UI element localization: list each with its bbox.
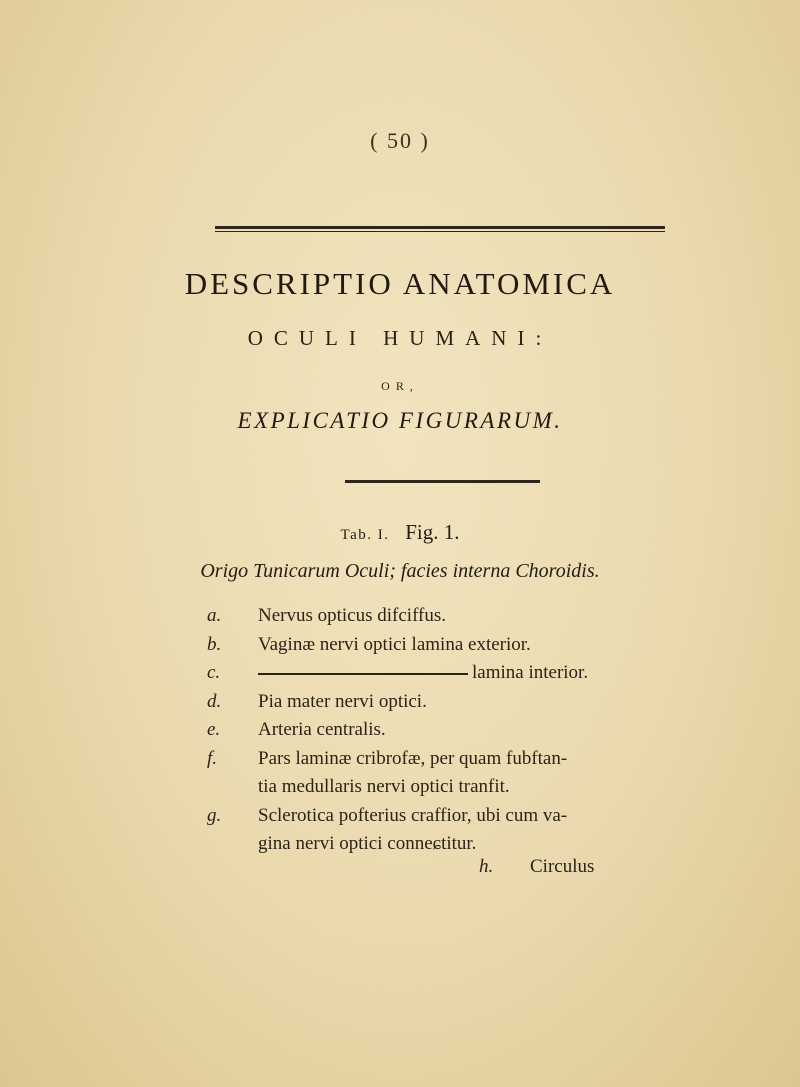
legend-text-continuation: gina nervi optici conneɕtitur. (258, 833, 477, 854)
tab-label: Tab. I. (340, 527, 390, 543)
legend-letter: f. (207, 747, 218, 769)
fig-label: Fig. 1. (405, 520, 460, 544)
catchword-letter: h. (479, 856, 494, 877)
conjunction-or: OR, (381, 379, 419, 393)
legend-text-with-dash (225, 659, 645, 688)
page-subtitle: OCULI HUMANI: (247, 326, 553, 350)
figure-caption: Origo Tunicarum Oculi; facies interna Choroidis. (200, 560, 600, 582)
catchword: Circulus (530, 856, 595, 877)
legend-item (207, 745, 645, 802)
legend-text: Arteria centralis. (258, 719, 386, 740)
legend-item (207, 659, 645, 688)
table-figure-heading (0, 520, 800, 545)
legend-item (207, 602, 645, 631)
legend-text: Vaginæ nervi optici lamina exterior. (258, 633, 531, 655)
section-rule (345, 480, 540, 483)
page-title: DESCRIPTIO ANATOMICA (184, 266, 616, 301)
ditto-dash (258, 673, 468, 675)
legend-text: Nervus opticus difciffus. (258, 605, 447, 626)
legend-text: Sclerotica pofterius craffior, ubi cum va- (258, 804, 568, 826)
rule-thick (215, 226, 665, 229)
legend-text: Pars laminæ cribrofæ, per quam fubftan- (258, 747, 568, 769)
legend-letter: b. (207, 633, 222, 655)
explication-heading: EXPLICATIO FIGURARUM. (237, 408, 563, 433)
legend-letter: d. (207, 690, 222, 712)
legend-item (207, 688, 645, 717)
legend-text: Pia mater nervi optici. (258, 690, 427, 712)
legend-item (207, 716, 645, 745)
legend-letter: c. (207, 662, 221, 683)
legend-text-continuation: tia medullaris nervi optici tranfit. (258, 776, 510, 797)
page-number: ( 50 ) (370, 128, 430, 153)
legend-letter: a. (207, 605, 222, 626)
legend-item (207, 631, 645, 660)
legend-item (207, 802, 645, 859)
legend-letter: g. (207, 804, 222, 826)
figure-legend (207, 602, 645, 859)
legend-letter: e. (207, 719, 221, 740)
rule-thin (215, 231, 665, 232)
legend-text: lamina interior. (472, 662, 589, 683)
double-rule-top (215, 226, 665, 232)
